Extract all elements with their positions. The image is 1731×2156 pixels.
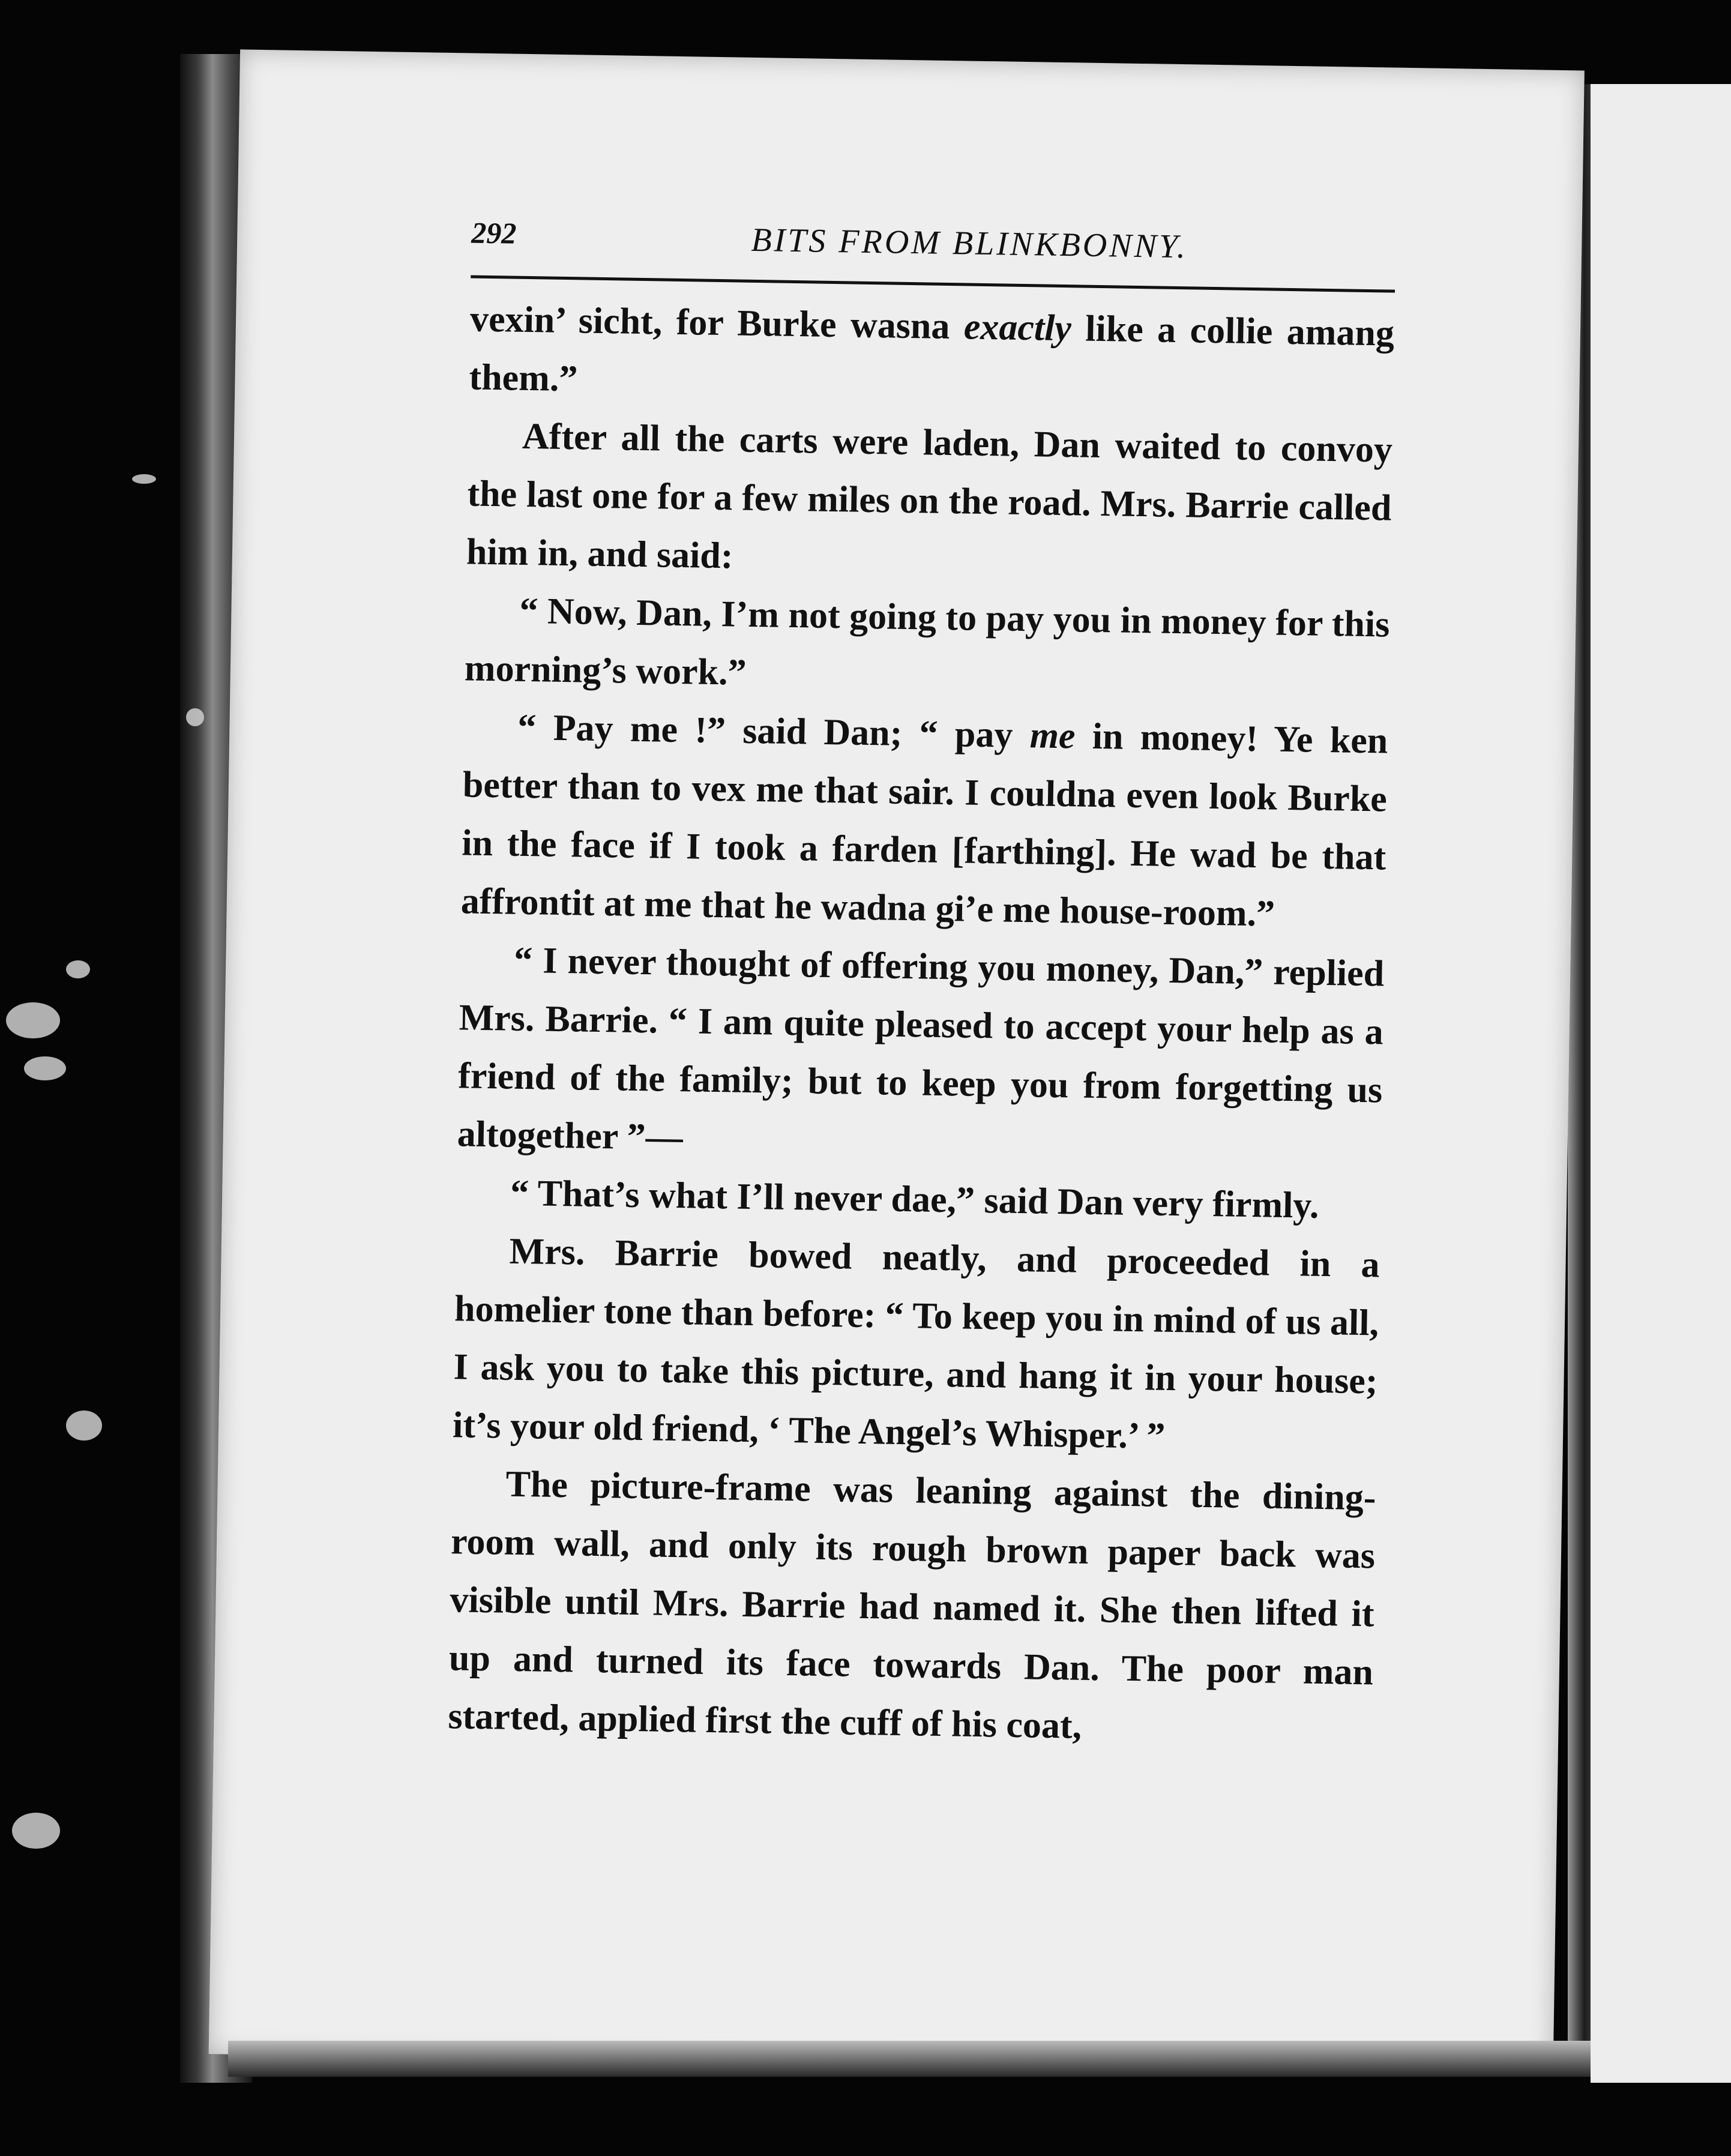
paragraph-text: “ Pay me !” said Dan; “ pay: [517, 706, 1031, 756]
paragraph: [457, 930, 1385, 1178]
margin-speck: [12, 1813, 60, 1849]
text-block: [448, 203, 1396, 1760]
margin-speck: [132, 474, 156, 484]
margin-speck: [24, 1056, 66, 1080]
page-number: 292: [471, 215, 517, 250]
facing-page: [1591, 84, 1731, 2083]
paragraph: [460, 697, 1388, 945]
paragraph: [469, 290, 1395, 421]
margin-speck: [66, 1411, 102, 1441]
page-bottom-edge: [228, 2041, 1591, 2077]
paragraph-text: “ Now, Dan, I’m not going to pay you in money for this morning’s work.”: [464, 590, 1390, 693]
paragraph: [466, 406, 1392, 595]
margin-speck: [6, 1002, 60, 1038]
paragraph: [448, 1454, 1376, 1760]
paragraph-text: vexin’ sicht, for Burke wasna: [469, 298, 965, 348]
paragraph-text: The picture-frame was leaning against the dining-room wall, and only its rough brown paper back was visible until Mrs. Barrie had named it. She then lifted it up and turned its face towards Dan. The poor man started, applied first the cuff of his coat,: [448, 1463, 1377, 1747]
paragraph-text: After all the carts were laden, Dan waited to convoy the last one for a few miles on the road. Mrs. Barrie called him in, and said:: [466, 415, 1393, 577]
body-text: [448, 290, 1395, 1760]
book-title: BITS FROM BLINKBONNY.: [750, 221, 1188, 266]
paragraph-text: “ That’s what I’ll never dae,” said Dan very firmly.: [510, 1172, 1319, 1226]
paragraph-text: “ I never thought of offering you money, Dan,” replied Mrs. Barrie. “ I am quite pleased to accept your help as a friend of the family; but to keep you from forgetting us altogether ”—: [457, 939, 1385, 1158]
paragraph: [452, 1221, 1380, 1469]
paragraph-text: Mrs. Barrie bowed neatly, and proceeded in a homelier tone than before: “ To keep you in mind of us all, I ask you to take this picture, and hang it in your house; it’s your old friend, ‘ The Angel’s Whisper.’ ”: [452, 1230, 1380, 1457]
margin-speck: [66, 960, 90, 978]
italic-text: exactly: [963, 306, 1072, 349]
paragraph: [464, 581, 1390, 712]
paragraph-text: in money! Ye ken better than to vex me that sair. I couldna even look Burke in the face if I took a farden [farthing]. He wad be that affrontit at me that he wadna gi’e me house-room.”: [460, 715, 1388, 935]
margin-speck: [186, 708, 204, 726]
paragraph-text: like a collie amang them.”: [469, 308, 1395, 400]
italic-text: me: [1029, 715, 1076, 757]
book-page: [209, 49, 1585, 2075]
running-head: [471, 203, 1396, 293]
